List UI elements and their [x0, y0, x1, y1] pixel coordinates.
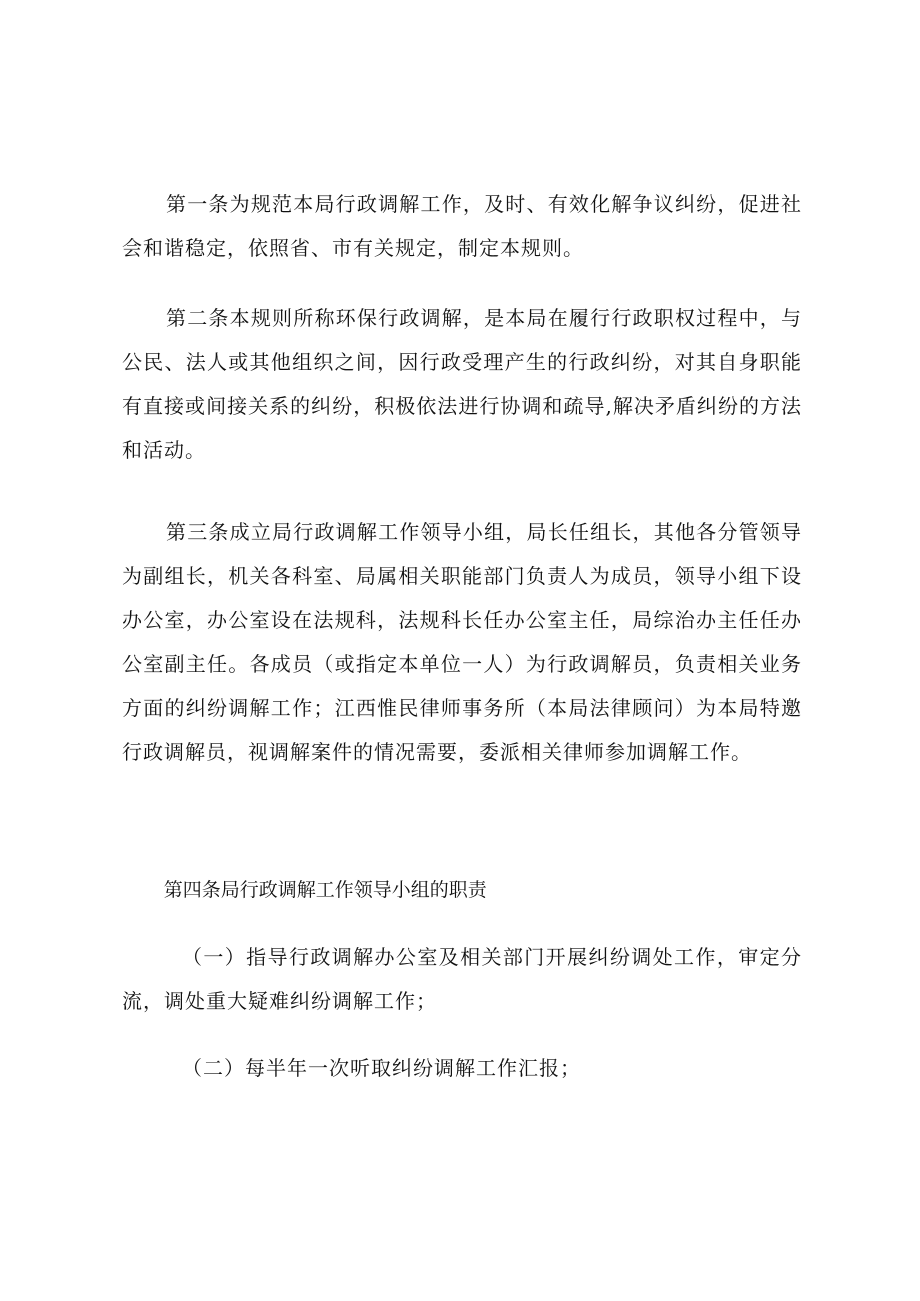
article-4-heading: 第四条局行政调解工作领导小组的职责 [163, 879, 487, 901]
article-1-paragraph: 第一条为规范本局行政调解工作，及时、有效化解争议纠纷，促进社会和谐稳定，依照省、市有关规定，制定本规则。 [122, 192, 802, 260]
article-2-paragraph: 第二条本规则所称环保行政调解，是本局在履行行政职权过程中，与公民、法人或其他组织之间，因行政受理产生的行政纠纷，对其自身职能有直接或间接关系的纠纷，积极依法进行协调和疏导,解决矛盾纠纷的方法和活动。 [122, 306, 802, 462]
duty-item-2: （二）每半年一次听取纠纷调解工作汇报； [182, 1056, 581, 1080]
article-3-paragraph: 第三条成立局行政调解工作领导小组，局长任组长，其他各分管领导为副组长，机关各科室、局属相关职能部门负责人为成员，领导小组下设办公室，办公室设在法规科，法规科长任办公室主任，局综治办主任任办公室副主任。各成员（或指定本单位一人）为行政调解员，负责相关业务方面的纠纷调解工作；江西惟民律师事务所（本局法律顾问）为本局特邀行政调解员，视调解案件的情况需要，委派相关律师参加调解工作。 [122, 520, 802, 764]
duty-item-1: （一）指导行政调解办公室及相关部门开展纠纷调处工作，审定分流，调处重大疑难纠纷调解工作； [122, 945, 802, 1013]
